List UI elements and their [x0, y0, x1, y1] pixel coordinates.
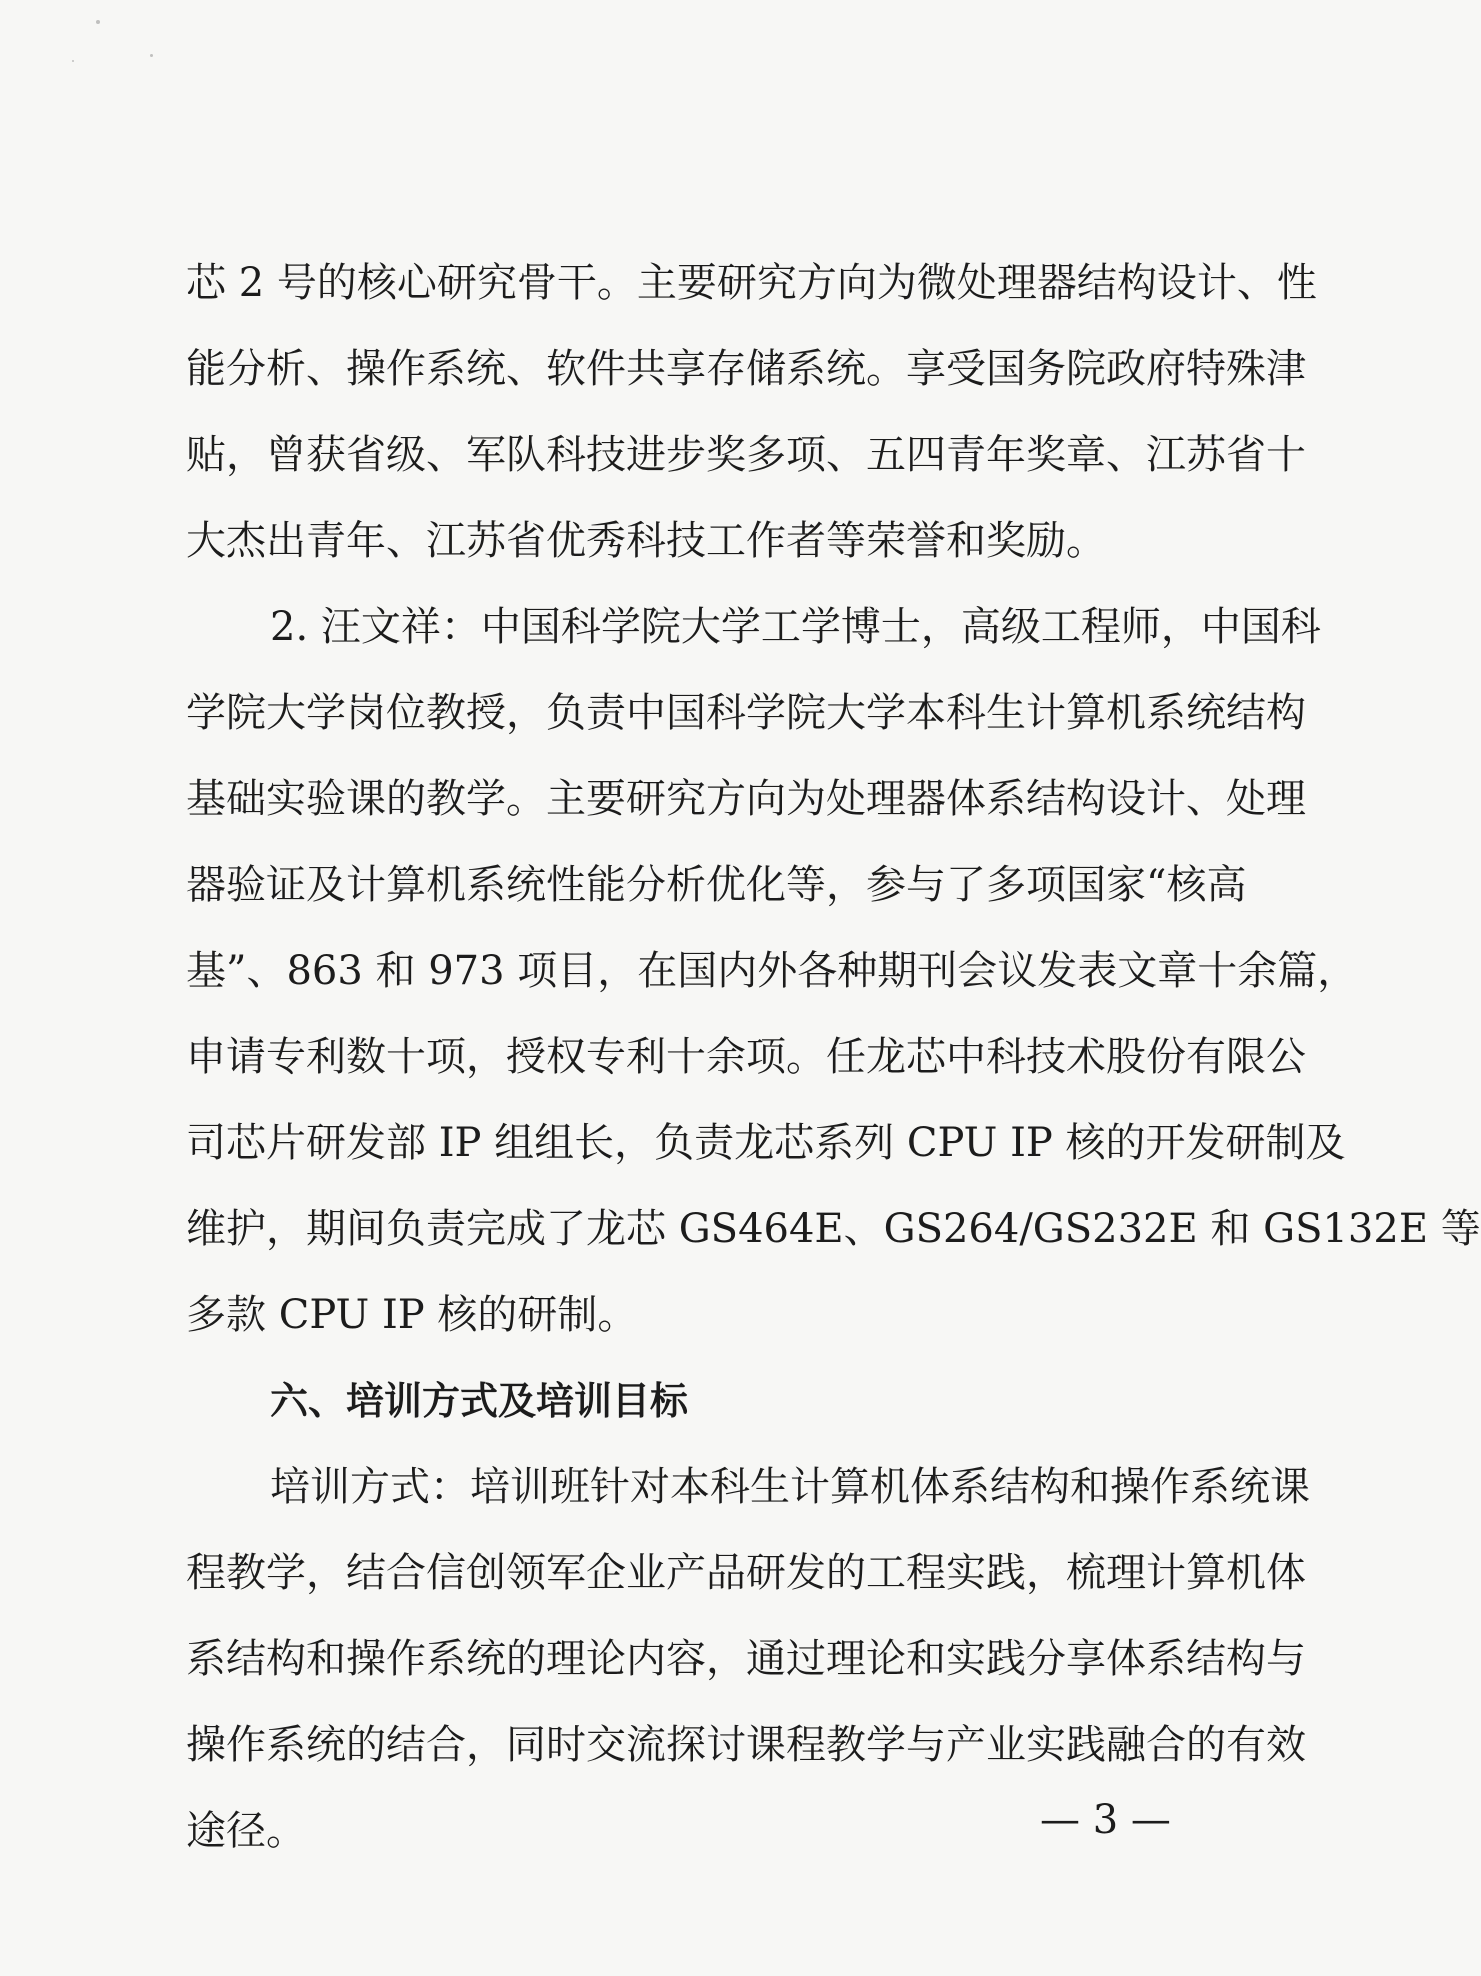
- text-line: 大杰出青年、江苏省优秀科技工作者等荣誉和奖励。: [186, 518, 1106, 564]
- text-line: 维护，期间负责完成了龙芯 GS464E、GS264/GS232E 和 GS132E 等: [186, 1206, 1481, 1252]
- text-line: 2. 汪文祥：中国科学院大学工学博士，高级工程师，中国科: [270, 604, 1321, 650]
- scan-speck: [72, 60, 74, 62]
- text-line: 操作系统的结合，同时交流探讨课程教学与产业实践融合的有效: [186, 1722, 1306, 1768]
- text-line: 芯 2 号的核心研究骨干。主要研究方向为微处理器结构设计、性: [186, 260, 1317, 306]
- page-number: — 3 —: [1040, 1797, 1171, 1843]
- text-line: 能分析、操作系统、软件共享存储系统。享受国务院政府特殊津: [186, 346, 1306, 392]
- text-line: 学院大学岗位教授，负责中国科学院大学本科生计算机系统结构: [186, 690, 1306, 736]
- document-body: [186, 240, 1481, 1874]
- text-line: 基础实验课的教学。主要研究方向为处理器体系结构设计、处理: [186, 776, 1306, 822]
- section-heading: 六、培训方式及培训目标: [270, 1379, 689, 1423]
- scan-speck: [150, 54, 153, 57]
- text-line: 多款 CPU IP 核的研制。: [186, 1292, 638, 1338]
- text-line: 贴，曾获省级、军队科技进步奖多项、五四青年奖章、江苏省十: [186, 432, 1306, 478]
- text-line: 器验证及计算机系统性能分析优化等，参与了多项国家“核高: [186, 862, 1247, 908]
- text-line: 司芯片研发部 IP 组组长，负责龙芯系列 CPU IP 核的开发研制及: [186, 1120, 1346, 1166]
- text-line: 系结构和操作系统的理论内容，通过理论和实践分享体系结构与: [186, 1636, 1306, 1682]
- scan-speck: [96, 20, 100, 24]
- text-line: 基”、863 和 973 项目，在国内外各种期刊会议发表文章十余篇，: [186, 948, 1358, 994]
- text-line: 途径。: [186, 1808, 306, 1854]
- text-line: 培训方式：培训班针对本科生计算机体系结构和操作系统课: [270, 1464, 1310, 1510]
- text-line: 申请专利数十项，授权专利十余项。任龙芯中科技术股份有限公: [186, 1034, 1306, 1080]
- text-line: 程教学，结合信创领军企业产品研发的工程实践，梳理计算机体: [186, 1550, 1306, 1596]
